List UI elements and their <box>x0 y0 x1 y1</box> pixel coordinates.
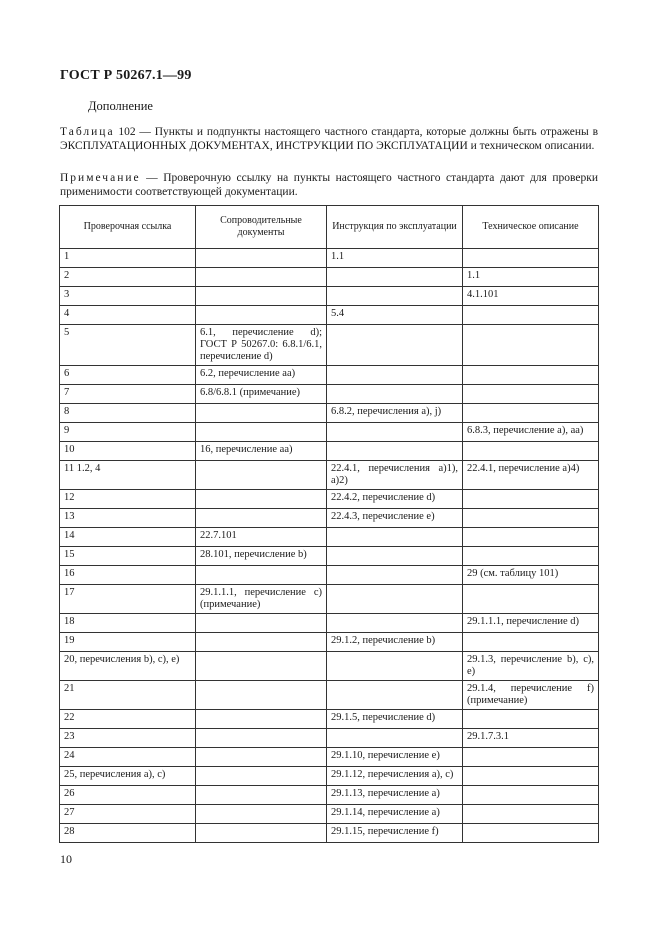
table-row <box>60 786 599 805</box>
table-row <box>60 385 599 404</box>
cell-check-reference: 11 1.2, 4 <box>60 461 196 490</box>
cell-instructions: 29.1.2, перечисление b) <box>327 633 463 652</box>
cell-check-reference: 6 <box>60 366 196 385</box>
cell-check-reference: 27 <box>60 805 196 824</box>
cell-technical-description: 29.1.3, перечисление b), с), е) <box>463 652 599 681</box>
cell-technical-description <box>463 786 599 805</box>
standard-code: ГОСТ Р 50267.1—99 <box>60 68 192 83</box>
table-note <box>60 171 598 199</box>
table-row <box>60 824 599 843</box>
cell-technical-description <box>463 442 599 461</box>
cell-check-reference: 25, перечисления а), с) <box>60 767 196 786</box>
cell-check-reference: 21 <box>60 681 196 710</box>
table-row <box>60 366 599 385</box>
cell-technical-description <box>463 509 599 528</box>
cell-accompanying-docs <box>196 710 327 729</box>
cell-instructions <box>327 442 463 461</box>
cell-technical-description: 22.4.1, перечисление а)4) <box>463 461 599 490</box>
cell-instructions <box>327 268 463 287</box>
table-row <box>60 652 599 681</box>
cell-accompanying-docs <box>196 287 327 306</box>
cell-accompanying-docs <box>196 729 327 748</box>
cell-check-reference: 8 <box>60 404 196 423</box>
cell-technical-description <box>463 325 599 366</box>
cell-technical-description <box>463 366 599 385</box>
cell-check-reference: 14 <box>60 528 196 547</box>
cell-instructions: 1.1 <box>327 249 463 268</box>
cell-accompanying-docs <box>196 461 327 490</box>
cell-technical-description: 29.1.1.1, перечисление d) <box>463 614 599 633</box>
caption-label: Таблица <box>60 126 115 138</box>
table-row <box>60 461 599 490</box>
table-row <box>60 528 599 547</box>
table-row <box>60 805 599 824</box>
cell-accompanying-docs <box>196 614 327 633</box>
cell-accompanying-docs: 6.1, перечисление d); ГОСТ Р 50267.0: 6.8.1/6.1, перечисление d) <box>196 325 327 366</box>
cell-instructions: 29.1.15, перечисление f) <box>327 824 463 843</box>
caption-text: 102 — Пункты и подпункты настоящего частного стандарта, которые должны быть отражены в ЭКСПЛУАТАЦИОННЫХ ДОКУМЕНТАХ, ИНСТРУКЦИИ ПО ЭКСПЛУАТАЦИИ и техническом описании. <box>60 126 598 152</box>
table-header-row <box>60 206 599 249</box>
cell-instructions: 29.1.14, перечисление а) <box>327 805 463 824</box>
cell-instructions <box>327 681 463 710</box>
table-row <box>60 423 599 442</box>
cell-accompanying-docs: 22.7.101 <box>196 528 327 547</box>
table-row <box>60 509 599 528</box>
table-row <box>60 633 599 652</box>
cell-technical-description: 29.1.4, перечисление f) (примечание) <box>463 681 599 710</box>
cell-technical-description: 29 (см. таблицу 101) <box>463 566 599 585</box>
cell-accompanying-docs: 29.1.1.1, перечисление с) (примечание) <box>196 585 327 614</box>
cell-instructions <box>327 729 463 748</box>
cell-check-reference: 16 <box>60 566 196 585</box>
cell-technical-description: 1.1 <box>463 268 599 287</box>
cell-technical-description <box>463 404 599 423</box>
cell-instructions <box>327 585 463 614</box>
cell-check-reference: 3 <box>60 287 196 306</box>
note-text: — Проверочную ссылку на пункты настоящего частного стандарта дают для проверки применимости соответствующей документации. <box>60 172 598 198</box>
cell-instructions: 29.1.5, перечисление d) <box>327 710 463 729</box>
table-row <box>60 325 599 366</box>
cell-accompanying-docs <box>196 268 327 287</box>
cell-accompanying-docs <box>196 652 327 681</box>
cell-instructions: 29.1.12, перечисления а), с) <box>327 767 463 786</box>
header-instructions: Инструкция по эксплуатации <box>327 206 463 249</box>
cell-accompanying-docs: 16, перечисление аа) <box>196 442 327 461</box>
cell-technical-description <box>463 710 599 729</box>
cell-accompanying-docs <box>196 767 327 786</box>
table-row <box>60 681 599 710</box>
cell-accompanying-docs: 6.8/6.8.1 (примечание) <box>196 385 327 404</box>
cell-accompanying-docs <box>196 748 327 767</box>
cell-accompanying-docs <box>196 423 327 442</box>
cell-accompanying-docs <box>196 681 327 710</box>
cell-check-reference: 24 <box>60 748 196 767</box>
cell-technical-description: 29.1.7.3.1 <box>463 729 599 748</box>
cell-accompanying-docs <box>196 249 327 268</box>
cell-accompanying-docs: 28.101, перечисление b) <box>196 547 327 566</box>
cell-instructions: 22.4.1, перечисления а)1), а)2) <box>327 461 463 490</box>
table-row <box>60 566 599 585</box>
table-row <box>60 710 599 729</box>
cell-instructions <box>327 423 463 442</box>
cell-technical-description <box>463 767 599 786</box>
cell-technical-description <box>463 547 599 566</box>
cell-accompanying-docs <box>196 633 327 652</box>
cell-technical-description <box>463 824 599 843</box>
cell-accompanying-docs <box>196 566 327 585</box>
cell-technical-description: 6.8.3, перечисление а), аа) <box>463 423 599 442</box>
cell-check-reference: 12 <box>60 490 196 509</box>
table-row <box>60 268 599 287</box>
cell-technical-description <box>463 528 599 547</box>
cell-accompanying-docs: 6.2, перечисление аа) <box>196 366 327 385</box>
table-row <box>60 547 599 566</box>
cell-technical-description <box>463 805 599 824</box>
header-accompanying-docs: Сопроводительные документы <box>196 206 327 249</box>
cell-instructions: 29.1.13, перечисление а) <box>327 786 463 805</box>
cell-instructions: 22.4.3, перечисление е) <box>327 509 463 528</box>
header-check-reference: Проверочная ссылка <box>60 206 196 249</box>
cell-check-reference: 15 <box>60 547 196 566</box>
cell-accompanying-docs <box>196 306 327 325</box>
cell-check-reference: 13 <box>60 509 196 528</box>
cell-check-reference: 17 <box>60 585 196 614</box>
cell-instructions <box>327 652 463 681</box>
table-body <box>60 249 599 843</box>
cell-check-reference: 10 <box>60 442 196 461</box>
cell-instructions <box>327 385 463 404</box>
cell-accompanying-docs <box>196 490 327 509</box>
cell-instructions <box>327 547 463 566</box>
cell-check-reference: 7 <box>60 385 196 404</box>
cell-technical-description <box>463 306 599 325</box>
cell-instructions <box>327 366 463 385</box>
table-row <box>60 614 599 633</box>
cell-instructions <box>327 566 463 585</box>
cell-technical-description <box>463 490 599 509</box>
cell-accompanying-docs <box>196 786 327 805</box>
table-row <box>60 442 599 461</box>
cell-check-reference: 23 <box>60 729 196 748</box>
table-row <box>60 249 599 268</box>
page-number: 10 <box>60 852 72 866</box>
header-technical-description: Техническое описание <box>463 206 599 249</box>
cell-instructions <box>327 528 463 547</box>
table-row <box>60 748 599 767</box>
table-row <box>60 287 599 306</box>
cell-check-reference: 4 <box>60 306 196 325</box>
cell-instructions <box>327 614 463 633</box>
reference-table <box>59 205 599 843</box>
cell-check-reference: 20, перечисления b), c), e) <box>60 652 196 681</box>
cell-check-reference: 2 <box>60 268 196 287</box>
cell-technical-description <box>463 748 599 767</box>
table-row <box>60 306 599 325</box>
cell-instructions: 6.8.2, перечисления а), j) <box>327 404 463 423</box>
cell-accompanying-docs <box>196 805 327 824</box>
cell-instructions: 22.4.2, перечисление d) <box>327 490 463 509</box>
note-label: Примечание <box>60 172 141 184</box>
cell-technical-description: 4.1.101 <box>463 287 599 306</box>
cell-accompanying-docs <box>196 404 327 423</box>
table-row <box>60 404 599 423</box>
table-row <box>60 490 599 509</box>
cell-accompanying-docs <box>196 509 327 528</box>
cell-technical-description <box>463 633 599 652</box>
cell-check-reference: 1 <box>60 249 196 268</box>
cell-instructions: 29.1.10, перечисление е) <box>327 748 463 767</box>
cell-check-reference: 19 <box>60 633 196 652</box>
cell-check-reference: 28 <box>60 824 196 843</box>
cell-check-reference: 5 <box>60 325 196 366</box>
cell-instructions <box>327 287 463 306</box>
cell-technical-description <box>463 385 599 404</box>
cell-check-reference: 18 <box>60 614 196 633</box>
cell-accompanying-docs <box>196 824 327 843</box>
table-row <box>60 585 599 614</box>
cell-check-reference: 22 <box>60 710 196 729</box>
cell-check-reference: 26 <box>60 786 196 805</box>
table-row <box>60 767 599 786</box>
cell-instructions <box>327 325 463 366</box>
table-caption <box>60 125 598 153</box>
cell-check-reference: 9 <box>60 423 196 442</box>
table-row <box>60 729 599 748</box>
cell-instructions: 5.4 <box>327 306 463 325</box>
section-title: Дополнение <box>88 99 153 113</box>
cell-technical-description <box>463 585 599 614</box>
cell-technical-description <box>463 249 599 268</box>
